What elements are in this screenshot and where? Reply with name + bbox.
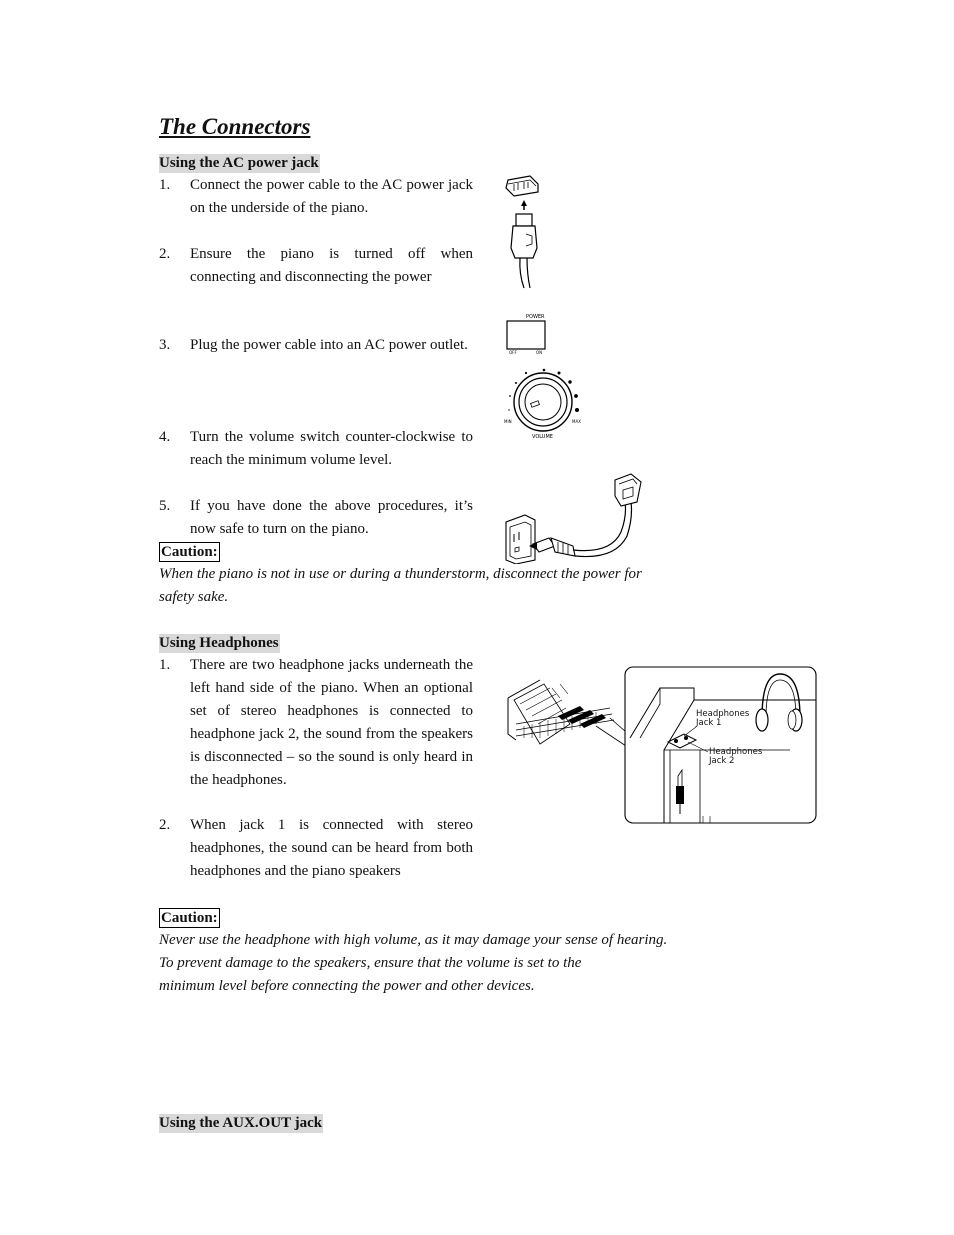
ac-step-4 <box>159 426 473 472</box>
section-heading-aux-out: Using the AUX.OUT jack <box>159 1115 323 1131</box>
zoom-inset-box <box>625 667 816 823</box>
max-label: MAX <box>572 419 581 424</box>
ac-step-5 <box>159 495 473 541</box>
caution-label-ac: Caution: <box>161 544 218 560</box>
wall-outlet-illustration <box>503 472 645 564</box>
page-title: The Connectors <box>159 114 311 139</box>
caution-text-ac-line-1: When the piano is not in use or during a thunderstorm, disconnect the power for <box>159 566 642 582</box>
jack2-label-line-2: Jack 2 <box>709 756 735 766</box>
ac-step-3 <box>159 334 473 357</box>
step-number: 1. <box>159 177 171 193</box>
min-label: MIN <box>504 419 512 424</box>
step-text: Connect the power cable to the AC power jack on the underside of the piano. <box>190 177 473 216</box>
caution-text-headphones-line-1: Never use the headphone with high volume, as it may damage your sense of hearing. <box>159 932 668 948</box>
off-label: OFF <box>509 350 517 355</box>
step-number: 3. <box>159 337 171 353</box>
step-text: When jack 1 is connected with stereo headphones, the sound can be heard from both headphones and the piano speakers <box>190 817 473 879</box>
step-text: Ensure the piano is turned off when connecting and disconnecting the power <box>190 246 473 285</box>
caution-text-headphones-line-2: To prevent damage to the speakers, ensure that the volume is set to the <box>159 955 582 971</box>
section-heading-ac-power: Using the AC power jack <box>159 155 319 171</box>
headphone-jacks-illustration <box>500 664 820 826</box>
ac-step-2 <box>159 243 473 289</box>
step-number: 5. <box>159 498 171 514</box>
step-text: Plug the power cable into an AC power outlet. <box>190 337 468 353</box>
headphones-step-1 <box>159 654 473 792</box>
step-number: 1. <box>159 657 171 673</box>
on-label: ON <box>536 350 543 355</box>
volume-label: VOLUME <box>532 434 553 440</box>
caution-text-ac-line-2: safety sake. <box>159 589 229 605</box>
power-switch <box>507 321 545 349</box>
power-label: POWER <box>526 314 545 320</box>
power-volume-illustration <box>500 310 590 444</box>
caution-text-headphones-line-3: minimum level before connecting the power and other devices. <box>159 978 535 994</box>
section-heading-headphones: Using Headphones <box>159 635 279 651</box>
power-plug-illustration <box>500 174 548 292</box>
headphones-step-2 <box>159 814 473 883</box>
step-number: 2. <box>159 246 171 262</box>
jack1-label-line-2: Jack 1 <box>696 718 722 728</box>
step-number: 4. <box>159 429 171 445</box>
step-text: Turn the volume switch counter-clockwise to reach the minimum volume level. <box>190 429 473 468</box>
step-text: If you have done the above procedures, it’s now safe to turn on the piano. <box>190 498 473 537</box>
step-text: There are two headphone jacks underneath the left hand side of the piano. When an optional set of stereo headphones is connected to headphone jack 2, the sound from the speakers is disconnected – so the sound is only heard in the headphones. <box>190 657 473 788</box>
caution-label-headphones: Caution: <box>161 910 218 926</box>
ac-step-1 <box>159 174 473 220</box>
step-number: 2. <box>159 817 171 833</box>
jack2-label-line-1: Headphones <box>709 747 763 757</box>
jack1-label-line-1: Headphones <box>696 709 750 719</box>
